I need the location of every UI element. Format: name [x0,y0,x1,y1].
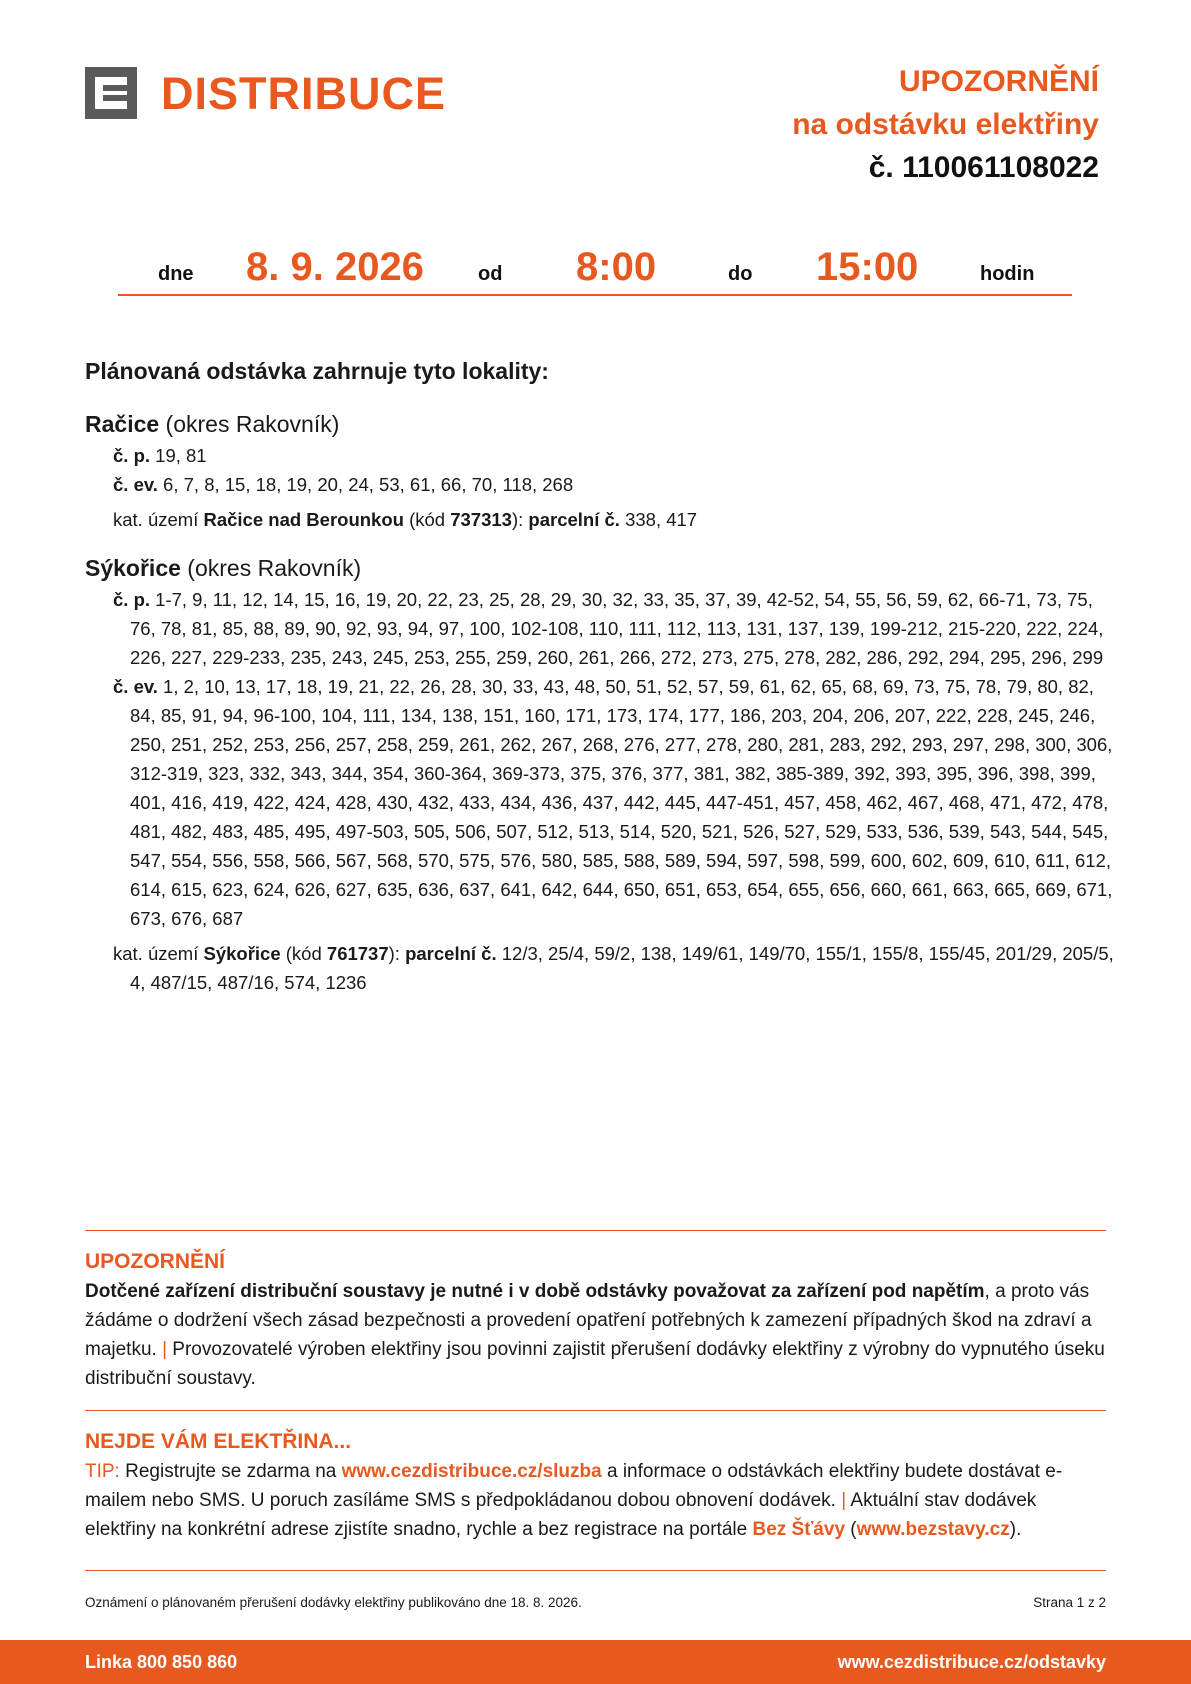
divider [85,1570,1106,1571]
company-logo [85,66,446,120]
hotline: Linka 800 850 860 [85,1652,238,1672]
location-name: Račice [85,411,160,437]
tip-text-4: ( [845,1519,857,1540]
outage-date: 8. 9. 2026 [246,245,424,289]
cez-logo-icon [85,67,137,119]
notice-header [792,60,1099,189]
kat-prefix: kat. území [113,509,204,530]
warning-bold-text: Dotčené zařízení distribuční soustavy je nutné i v době odstávky považovat za zařízení pod napětím [85,1281,985,1302]
outage-from: 8:00 [576,245,657,289]
outage-to: 15:00 [816,245,919,289]
location-district: (okres Rakovník) [159,411,340,437]
cadastral-line [85,939,1115,997]
kat-kod-suffix: ): [511,509,529,530]
notice-title: UPOZORNĚNÍ [898,65,1099,98]
cp-values: 1-7, 9, 11, 12, 14, 15, 16, 19, 20, 22, 23, 25, 28, 29, 30, 32, 33, 35, 37, 39, 42-52, 54, 55, 56, 59, 62, 66-71, 73, 75, 76, 78, 81, 85, 88, 89, 90, 92, 93, 94, 97, 100, 102-108, 110, 111, 112, 113, 131, 137, 139, 199-212, 215-220, 222, 224, 226, 227, 229-233, 235, 243, 245, 253, 255, 259, 260, 261, 266, 272, 273, 275, 278, 282, 286, 292, 294, 295, 296, 299 [130,589,1104,668]
parcel-label: parcelní č. [405,943,497,964]
notice-number: č. 110061108022 [868,151,1099,184]
page-number: Strana 1 z 2 [1033,1595,1106,1610]
warning-section [85,1247,1110,1393]
warning-text [85,1277,1110,1393]
parcel-values: 338, 417 [619,509,698,530]
kat-prefix: kat. území [113,943,204,964]
outage-time-strip [118,240,1072,296]
portal-name: Bez Šťávy [752,1519,846,1540]
to-label: do [728,263,753,285]
cev-values: 1, 2, 10, 13, 17, 18, 19, 21, 22, 26, 28, 30, 33, 43, 48, 50, 51, 52, 57, 59, 61, 62, 65, 68, 69, 73, 75, 78, 79, 80, 82, 84, 85, 91, 94, 96-100, 104, 111, 134, 138, 151, 160, 171, 173, 174, 177, 186, 203, 204, 206, 207, 222, 228, 245, 246, 250, 251, 252, 253, 256, 257, 258, 259, 261, 262, 267, 268, 276, 277, 278, 280, 281, 283, 292, 293, 297, 298, 300, 306, 312-319, 323, 332, 343, 344, 354, 360-364, 369-373, 375, 376, 377, 381, 382, 385-389, 392, 393, 395, 396, 398, 399, 401, 416, 419, 422, 424, 428, 430, 432, 433, 434, 436, 437, 442, 445, 447-451, 457, 458, 462, 467, 468, 471, 472, 478, 481, 482, 483, 485, 495, 497-503, 505, 506, 507, 512, 513, 514, 520, 521, 526, 527, 529, 533, 536, 539, 543, 544, 545, 547, 554, 556, 558, 566, 567, 568, 570, 575, 576, 580, 585, 588, 589, 594, 597, 598, 599, 600, 602, 609, 610, 611, 612, 614, 615, 623, 624, 626, 627, 635, 636, 637, 641, 642, 644, 650, 651, 653, 654, 655, 656, 660, 661, 663, 665, 669, 671, 673, 676, 687 [130,676,1113,929]
date-label: dne [158,263,194,285]
divider [85,1230,1106,1231]
bezstavy-link[interactable]: www.bezstavy.cz [856,1519,1010,1540]
publication-note: Oznámení o plánovaném přerušení dodávky elektřiny publikováno dne 18. 8. 2026. [85,1595,582,1610]
cp-label: č. p. [113,589,151,610]
tip-text-1: Registrujte se zdarma na [119,1461,342,1482]
hours-label: hodin [980,263,1035,285]
location-name: Sýkořice [85,555,181,581]
parcel-label: parcelní č. [528,509,620,530]
cev-label: č. ev. [113,474,158,495]
footer-url-link[interactable]: www.cezdistribuce.cz/odstavky [837,1652,1106,1672]
warning-text-1: , a proto vás žádáme o dodržení všech zásad bezpečnosti a provedení opatření potřebných k zamezení případných škod na zdraví a majetku. [85,1281,1092,1360]
location-name-line [85,407,1105,441]
kat-kod-prefix: (kód [280,943,327,964]
house-numbers [85,441,1105,470]
footer-bar [0,1640,1191,1684]
kat-kod: 761737 [326,943,389,964]
cev-label: č. ev. [113,676,158,697]
service-link[interactable]: www.cezdistribuce.cz/sluzba [341,1461,602,1482]
from-label: od [478,263,503,285]
registry-numbers [85,672,1115,933]
cp-values: 19, 81 [150,445,207,466]
pipe-separator: | [841,1490,847,1511]
location-block [85,407,1105,534]
divider [85,1410,1106,1411]
tip-text [85,1457,1110,1544]
location-name-line [85,551,1115,585]
cadastral-line [85,505,1105,534]
warning-heading: UPOZORNĚNÍ [85,1250,226,1273]
tip-label: TIP: [85,1461,120,1482]
cp-label: č. p. [113,445,151,466]
tip-text-5: ). [1009,1519,1022,1540]
tip-section [85,1427,1110,1544]
warning-text-2: Provozovatelé výroben elektřiny jsou povinni zajistit přerušení dodávky elektřiny z výrobny do vypnutého úseku distribuční soustavy. [85,1339,1105,1389]
tip-text-2: a informace o odstávkách elektřiny budete dostávat e-mailem nebo SMS. U poruch zasíláme SMS s předpokládanou dobou obnovení dodávek. [85,1461,1063,1511]
tip-heading: NEJDE VÁM ELEKTŘINA... [85,1430,352,1453]
location-block [85,551,1115,997]
kat-name: Račice nad Berounkou [203,509,404,530]
localities-heading: Plánovaná odstávka zahrnuje tyto lokality: [85,358,549,384]
notice-subtitle: na odstávku elektřiny [792,108,1099,141]
registry-numbers [85,470,1105,499]
pipe-separator: | [162,1339,168,1360]
kat-name: Sýkořice [203,943,281,964]
parcel-values: 12/3, 25/4, 59/2, 138, 149/61, 149/70, 155/1, 155/8, 155/45, 201/29, 205/5, 4, 487/15, 487/16, 574, 1236 [130,943,1114,993]
kat-kod: 737313 [450,509,512,530]
location-district: (okres Rakovník) [180,555,362,581]
tip-text-3: Aktuální stav dodávek elektřiny na konkrétní adrese zjistíte snadno, rychle a bez registrace na portále [85,1490,1037,1540]
house-numbers [85,585,1115,672]
kat-kod-prefix: (kód [403,509,451,530]
kat-kod-suffix: ): [388,943,406,964]
cev-values: 6, 7, 8, 15, 18, 19, 20, 24, 53, 61, 66, 70, 118, 268 [157,474,574,495]
brand-name: DISTRIBUCE [161,67,447,119]
